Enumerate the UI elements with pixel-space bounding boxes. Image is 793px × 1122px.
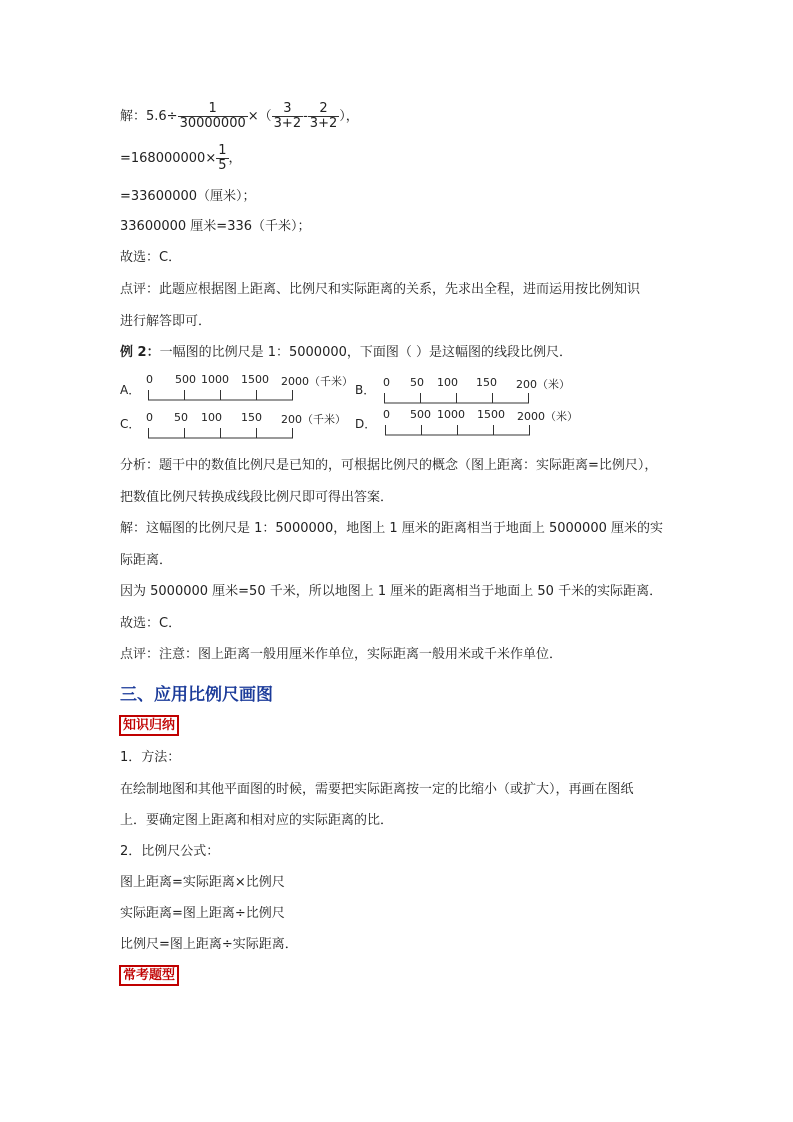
numerator: 1 — [208, 101, 217, 116]
solution-text: 解：5.6÷ — [120, 109, 178, 124]
common-questions-tag: 常考题型 — [119, 965, 179, 986]
denominator: 3+2 — [309, 116, 338, 131]
option-c-tick-0: 0 — [146, 411, 153, 424]
example-label: 例 2： — [120, 345, 160, 360]
fraction-4 — [216, 144, 228, 173]
method-text-2: 上．要确定图上距离和相对应的实际距离的比． — [120, 813, 394, 828]
denominator: 30000000 — [179, 116, 246, 131]
option-c-scale-bar — [148, 426, 298, 440]
solve-line-3: 因为 5000000 厘米=50 千米，所以地图上 1 厘米的距离相当于地面上 50 千米的实际距离． — [120, 584, 663, 599]
question-text: 一幅图的比例尺是 1：5000000，下面图（ ）是这幅图的线段比例尺． — [159, 345, 573, 360]
example-2-question — [120, 345, 572, 361]
option-a-scale-bar — [148, 388, 298, 402]
method-text-1: 在绘制地图和其他平面图的时候，需要把实际距离按一定的比缩小（或扩大），再画在图纸 — [120, 782, 634, 797]
option-c-tick-2: 100 — [201, 411, 222, 424]
numerator: 2 — [319, 101, 328, 116]
option-b-tick-0: 0 — [383, 376, 390, 389]
numerator: 3 — [283, 101, 292, 116]
solution-text: =168000000× — [120, 151, 217, 166]
option-c-label: C． — [120, 417, 141, 431]
solution-line-3: =33600000（厘米）； — [120, 189, 256, 204]
option-a-tick-4: 2000（千米） — [281, 375, 353, 388]
option-a-tick-3: 1500 — [241, 373, 269, 386]
comment-line-3: 点评：注意：图上距离一般用厘米作单位，实际距离一般用米或千米作单位． — [120, 647, 563, 662]
option-d-tick-0: 0 — [383, 408, 390, 421]
fraction-2 — [272, 102, 303, 131]
solve-line-2: 际距离． — [120, 553, 173, 568]
option-b-scale-bar — [384, 391, 534, 405]
denominator: 3+2 — [273, 116, 302, 131]
fraction-1 — [178, 102, 248, 131]
knowledge-summary-tag: 知识归纳 — [119, 715, 179, 736]
solution-line-4: 33600000 厘米=336（千米）； — [120, 219, 311, 234]
option-a-tick-1: 500 — [175, 373, 196, 386]
section-title: 三、应用比例尺画图 — [120, 685, 273, 705]
solution-text: ）， — [339, 109, 359, 124]
option-d-label: D． — [355, 417, 377, 431]
answer-line: 故选：C． — [120, 250, 182, 265]
option-d-scale-bar — [385, 423, 535, 437]
solution-line-1 — [120, 102, 359, 131]
formula-1: 图上距离=实际距离×比例尺 — [120, 875, 285, 890]
solution-line-2 — [120, 144, 242, 173]
formula-3: 比例尺=图上距离÷实际距离． — [120, 937, 298, 952]
solution-text: ×（ — [247, 109, 272, 124]
option-a-label: A． — [120, 383, 141, 397]
option-c-tick-4: 200（千米） — [281, 413, 346, 426]
option-b-tick-3: 150 — [476, 376, 497, 389]
answer-line-2: 故选：C． — [120, 616, 182, 631]
solve-line-1: 解：这幅图的比例尺是 1：5000000，地图上 1 厘米的距离相当于地面上 5000000 厘米的实 — [120, 521, 663, 536]
option-b-tick-4: 200（米） — [516, 378, 570, 391]
numerator: 1 — [218, 143, 227, 158]
comment-line-1: 点评：此题应根据图上距离、比例尺和实际距离的关系，先求出全程，进而运用按比例知识 — [120, 282, 641, 297]
solution-text: ， — [228, 151, 242, 166]
option-a-tick-0: 0 — [146, 373, 153, 386]
option-d-tick-2: 1000 — [437, 408, 465, 421]
method-heading: 1．方法： — [120, 750, 181, 765]
analysis-line-2: 把数值比例尺转换成线段比例尺即可得出答案． — [120, 490, 394, 505]
option-d-tick-4: 2000（米） — [517, 410, 578, 423]
comment-line-2: 进行解答即可． — [120, 314, 212, 329]
option-d-tick-1: 500 — [410, 408, 431, 421]
minus-sign: - — [303, 109, 308, 124]
option-a-tick-2: 1000 — [201, 373, 229, 386]
option-c-tick-1: 50 — [174, 411, 188, 424]
option-c-tick-3: 150 — [241, 411, 262, 424]
option-b-label: B． — [355, 383, 376, 397]
analysis-line-1: 分析：题干中的数值比例尺是已知的，可根据比例尺的概念（图上距离：实际距离=比例尺）， — [120, 458, 658, 473]
denominator: 5 — [218, 158, 227, 173]
formula-2: 实际距离=图上距离÷比例尺 — [120, 906, 285, 921]
option-b-tick-1: 50 — [410, 376, 424, 389]
option-d-tick-3: 1500 — [477, 408, 505, 421]
formula-heading: 2．比例尺公式： — [120, 844, 220, 859]
option-b-tick-2: 100 — [437, 376, 458, 389]
fraction-3 — [308, 102, 339, 131]
